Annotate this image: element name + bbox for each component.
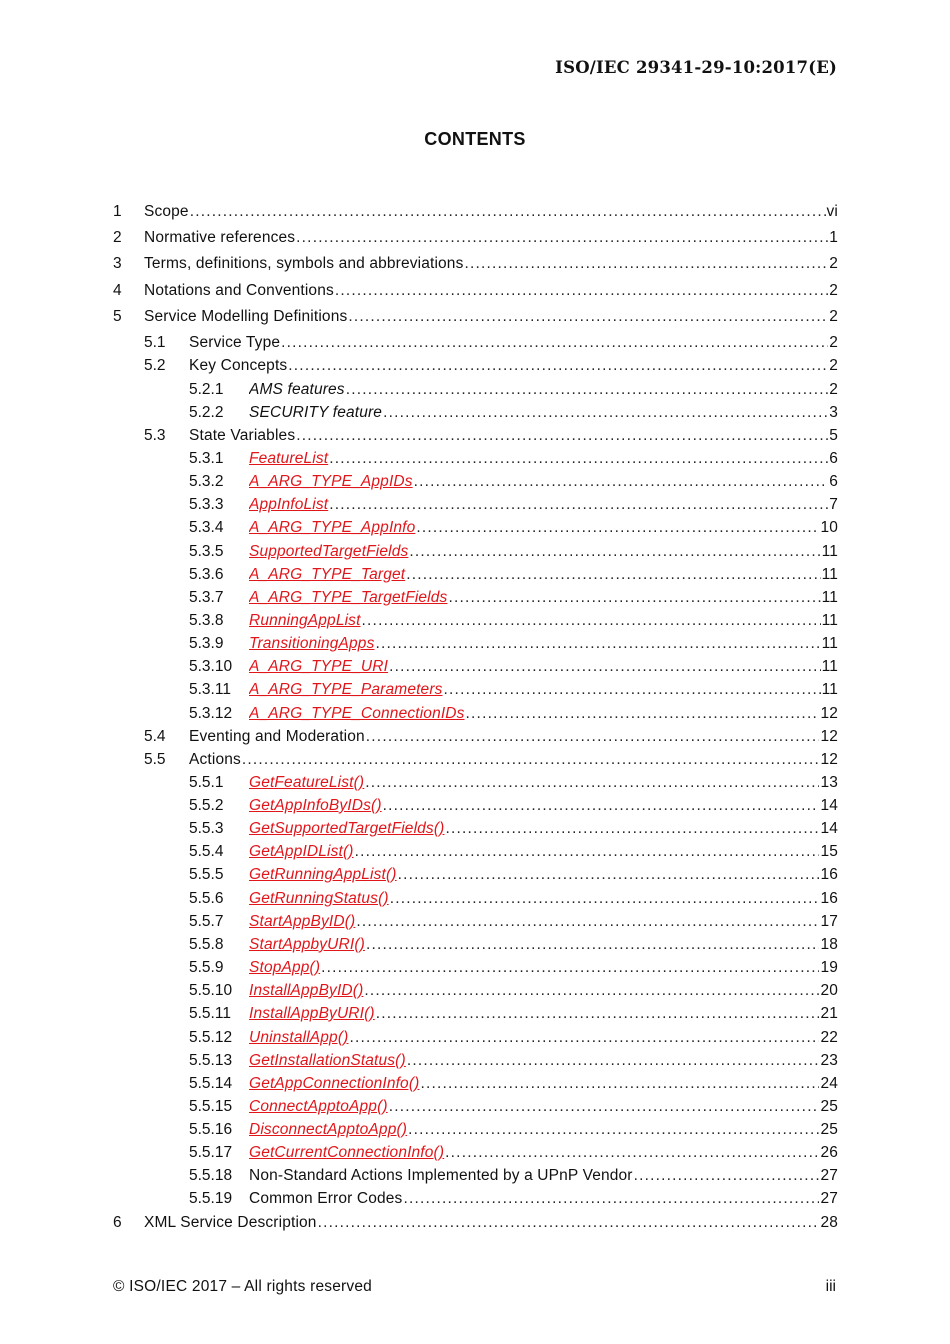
toc-page-number: 17 — [820, 913, 838, 930]
toc-row[interactable] — [0, 472, 950, 492]
toc-page-number: 12 — [820, 728, 838, 745]
toc-section-number: 5.2 — [144, 357, 166, 374]
toc-row[interactable] — [0, 518, 950, 538]
toc-row[interactable] — [0, 1004, 950, 1024]
toc-leader-dots — [407, 1051, 820, 1071]
toc-title: Notations and Conventions — [144, 282, 334, 299]
toc-row[interactable] — [0, 1028, 950, 1048]
toc-row[interactable] — [0, 773, 950, 793]
toc-section-number: 3 — [113, 255, 122, 272]
toc-title: State Variables — [189, 427, 296, 444]
toc-leader-dots — [408, 1120, 819, 1140]
toc-leader-dots — [464, 254, 828, 274]
toc-row[interactable] — [0, 1074, 950, 1094]
toc-entry — [144, 307, 838, 327]
toc-title: Terms, definitions, symbols and abbreviations — [144, 255, 464, 272]
toc-page-number: 28 — [820, 1214, 838, 1231]
toc-leader-dots — [296, 228, 828, 248]
toc-leader-dots — [296, 426, 828, 446]
toc-section-number: 5.3.11 — [189, 681, 231, 698]
document-id: ISO/IEC 29341-29-10:2017(E) — [555, 58, 837, 77]
toc-page-number: 18 — [820, 936, 838, 953]
toc-row — [0, 727, 950, 747]
toc-entry — [249, 912, 838, 932]
toc-title: Non-Standard Actions Implemented by a UPnP Vendor — [249, 1167, 633, 1184]
toc-page-number: 14 — [820, 797, 838, 814]
toc-row — [0, 254, 950, 274]
toc-section-number: 5.5.9 — [189, 959, 224, 976]
toc-row — [0, 1213, 950, 1233]
toc-entry — [249, 819, 838, 839]
toc-title-link[interactable]: RunningAppList — [249, 612, 361, 629]
toc-section-number: 5.5.2 — [189, 797, 224, 814]
toc-title: AMS features — [249, 381, 345, 398]
toc-row — [0, 356, 950, 376]
toc-page-number: 11 — [821, 566, 838, 583]
toc-entry — [249, 935, 838, 955]
toc-title: Actions — [189, 751, 241, 768]
toc-leader-dots — [242, 750, 820, 770]
toc-page-number: 25 — [820, 1121, 838, 1138]
toc-entry — [249, 1189, 838, 1209]
toc-entry — [249, 634, 838, 654]
toc-leader-dots — [362, 611, 821, 631]
toc-title-link[interactable]: GetAppIDList() — [249, 843, 354, 860]
toc-row — [0, 202, 950, 222]
toc-section-number: 5.3.5 — [189, 543, 224, 560]
toc-section-number: 5.5.3 — [189, 820, 224, 837]
toc-row[interactable] — [0, 588, 950, 608]
toc-leader-dots — [389, 1097, 820, 1117]
toc-leader-dots — [346, 380, 829, 400]
toc-entry — [249, 565, 838, 585]
toc-leader-dots — [355, 842, 820, 862]
toc-row[interactable] — [0, 680, 950, 700]
toc-leader-dots — [634, 1166, 820, 1186]
toc-leader-dots — [321, 958, 819, 978]
toc-section-number: 5.5.8 — [189, 936, 224, 953]
toc-entry — [249, 842, 838, 862]
toc-section-number: 4 — [113, 282, 122, 299]
toc-title: Eventing and Moderation — [189, 728, 365, 745]
toc-entry — [249, 1143, 838, 1163]
toc-section-number: 5.5.16 — [189, 1121, 233, 1138]
toc-title-link[interactable]: GetAppInfoByIDs() — [249, 797, 382, 814]
toc-row[interactable] — [0, 865, 950, 885]
toc-entry — [249, 680, 838, 700]
toc-title-link[interactable]: A_ARG_TYPE_URI — [249, 658, 389, 675]
toc-section-number: 2 — [113, 229, 122, 246]
toc-entry — [249, 889, 838, 909]
toc-title: Common Error Codes — [249, 1190, 403, 1207]
toc-page-number: 23 — [820, 1052, 838, 1069]
toc-entry — [249, 542, 838, 562]
toc-title-link[interactable]: StartAppByID() — [249, 913, 356, 930]
toc-row[interactable] — [0, 1097, 950, 1117]
toc-title-link[interactable]: GetCurrentConnectionInfo() — [249, 1144, 445, 1161]
toc-page-number: 16 — [820, 890, 838, 907]
toc-title: Normative references — [144, 229, 296, 246]
toc-leader-dots — [375, 634, 820, 654]
toc-section-number: 5.3.8 — [189, 612, 224, 629]
toc-page-number: 13 — [820, 774, 838, 791]
toc-section-number: 5.5.13 — [189, 1052, 233, 1069]
toc-leader-dots — [406, 565, 820, 585]
toc-title-link[interactable]: A_ARG_TYPE_AppIDs — [249, 473, 413, 490]
toc-title: XML Service Description — [144, 1214, 317, 1231]
toc-row — [0, 333, 950, 353]
toc-section-number: 5.3.6 — [189, 566, 224, 583]
toc-section-number: 5.3.2 — [189, 473, 224, 490]
toc-section-number: 5.3.1 — [189, 450, 224, 467]
toc-entry — [144, 281, 838, 301]
toc-row[interactable] — [0, 542, 950, 562]
toc-row[interactable] — [0, 657, 950, 677]
toc-row[interactable] — [0, 819, 950, 839]
toc-page-number: 19 — [820, 959, 838, 976]
toc-row — [0, 426, 950, 446]
toc-title-link[interactable]: ConnectApptoApp() — [249, 1098, 388, 1115]
toc-leader-dots — [445, 1143, 819, 1163]
toc-page-number: vi — [826, 203, 838, 220]
toc-entry — [189, 356, 838, 376]
toc-title-link[interactable]: StopApp() — [249, 959, 321, 976]
toc-leader-dots — [364, 981, 819, 1001]
toc-title-link[interactable]: GetRunningAppList() — [249, 866, 397, 883]
toc-leader-dots — [403, 1189, 819, 1209]
copyright-footer: © ISO/IEC 2017 – All rights reserved — [113, 1278, 372, 1295]
toc-entry — [249, 865, 838, 885]
toc-page-number: 5 — [829, 427, 838, 444]
toc-entry — [144, 1213, 838, 1233]
toc-page-number: 2 — [829, 357, 838, 374]
toc-section-number: 5.3 — [144, 427, 166, 444]
toc-entry — [249, 495, 838, 515]
toc-section-number: 6 — [113, 1214, 122, 1231]
toc-page-number: 6 — [829, 473, 838, 490]
toc-title: Scope — [144, 203, 189, 220]
toc-leader-dots — [420, 1074, 819, 1094]
toc-title-link[interactable]: A_ARG_TYPE_AppInfo — [249, 519, 416, 536]
page-number: iii — [825, 1278, 836, 1295]
toc-leader-dots — [348, 307, 828, 327]
toc-leader-dots — [383, 403, 828, 423]
toc-row[interactable] — [0, 1051, 950, 1071]
toc-row[interactable] — [0, 704, 950, 724]
toc-entry — [249, 1166, 838, 1186]
toc-entry — [249, 1028, 838, 1048]
toc-leader-dots — [356, 912, 819, 932]
toc-entry — [249, 380, 838, 400]
toc-entry — [249, 958, 838, 978]
toc-leader-dots — [376, 1004, 820, 1024]
toc-entry — [189, 333, 838, 353]
toc-page-number: 3 — [829, 404, 838, 421]
toc-entry — [249, 449, 838, 469]
toc-row[interactable] — [0, 981, 950, 1001]
toc-page-number: 2 — [829, 334, 838, 351]
toc-leader-dots — [416, 518, 819, 538]
toc-row[interactable] — [0, 912, 950, 932]
toc-page-number: 2 — [829, 308, 838, 325]
toc-section-number: 5.3.4 — [189, 519, 224, 536]
toc-leader-dots — [414, 472, 829, 492]
toc-page-number: 27 — [820, 1167, 838, 1184]
toc-row — [0, 228, 950, 248]
toc-leader-dots — [366, 727, 820, 747]
toc-entry — [249, 796, 838, 816]
toc-row — [0, 307, 950, 327]
toc-page-number: 11 — [821, 681, 838, 698]
toc-leader-dots — [335, 281, 828, 301]
toc-section-number: 5.5.11 — [189, 1005, 231, 1022]
toc-leader-dots — [390, 889, 820, 909]
toc-entry — [249, 1051, 838, 1071]
toc-row — [0, 1166, 950, 1186]
toc-section-number: 5.5 — [144, 751, 166, 768]
toc-page-number: 25 — [820, 1098, 838, 1115]
toc-page-number: 2 — [829, 282, 838, 299]
toc-row — [0, 750, 950, 770]
toc-leader-dots — [365, 773, 819, 793]
toc-leader-dots — [444, 680, 821, 700]
toc-page-number: 24 — [820, 1075, 838, 1092]
toc-entry — [249, 403, 838, 423]
toc-entry — [249, 657, 838, 677]
toc-title-link[interactable]: A_ARG_TYPE_Target — [249, 566, 406, 583]
toc-entry — [144, 202, 838, 222]
toc-title-link[interactable]: InstallAppByID() — [249, 982, 364, 999]
toc-entry — [144, 254, 838, 274]
toc-section-number: 5.5.12 — [189, 1029, 233, 1046]
toc-section-number: 5.3.12 — [189, 705, 233, 722]
toc-title: Key Concepts — [189, 357, 288, 374]
toc-leader-dots — [466, 704, 820, 724]
toc-row — [0, 380, 950, 400]
toc-section-number: 5.5.5 — [189, 866, 224, 883]
toc-title-link[interactable]: TransitioningApps — [249, 635, 375, 652]
toc-section-number: 5.5.4 — [189, 843, 224, 860]
toc-leader-dots — [366, 935, 820, 955]
toc-page-number: 11 — [821, 612, 838, 629]
toc-title-link[interactable]: SupportedTargetFields — [249, 543, 409, 560]
toc-entry — [249, 704, 838, 724]
toc-row — [0, 403, 950, 423]
toc-title: Service Modelling Definitions — [144, 308, 348, 325]
toc-section-number: 5.3.9 — [189, 635, 224, 652]
toc-leader-dots — [281, 333, 828, 353]
toc-title-link[interactable]: InstallAppByURI() — [249, 1005, 375, 1022]
toc-page-number: 15 — [820, 843, 838, 860]
toc-page-number: 22 — [820, 1029, 838, 1046]
toc-leader-dots — [383, 796, 820, 816]
toc-entry — [249, 981, 838, 1001]
toc-page-number: 27 — [820, 1190, 838, 1207]
toc-entry — [249, 1120, 838, 1140]
toc-page-number: 6 — [829, 450, 838, 467]
toc-section-number: 5.5.17 — [189, 1144, 233, 1161]
toc-row[interactable] — [0, 449, 950, 469]
toc-section-number: 5.5.7 — [189, 913, 224, 930]
toc-page-number: 1 — [829, 229, 838, 246]
toc-row[interactable] — [0, 889, 950, 909]
toc-section-number: 5.1 — [144, 334, 166, 351]
toc-leader-dots — [448, 588, 820, 608]
toc-title-link[interactable]: GetInstallationStatus() — [249, 1052, 406, 1069]
toc-section-number: 5.2.2 — [189, 404, 224, 421]
toc-leader-dots — [318, 1213, 820, 1233]
toc-entry — [249, 1004, 838, 1024]
toc-row[interactable] — [0, 796, 950, 816]
toc-title: Service Type — [189, 334, 281, 351]
toc-section-number: 5 — [113, 308, 122, 325]
toc-section-number: 5.3.10 — [189, 658, 233, 675]
toc-title-link[interactable]: A_ARG_TYPE_ConnectionIDs — [249, 705, 465, 722]
toc-leader-dots — [409, 542, 820, 562]
toc-section-number: 5.5.15 — [189, 1098, 233, 1115]
page-title: CONTENTS — [424, 129, 526, 149]
toc-page-number: 12 — [820, 705, 838, 722]
toc-page-number: 26 — [820, 1144, 838, 1161]
toc-title-link[interactable]: GetSupportedTargetFields() — [249, 820, 445, 837]
toc-entry — [249, 773, 838, 793]
toc-page-number: 12 — [820, 751, 838, 768]
toc-page-number: 10 — [820, 519, 838, 536]
toc-leader-dots — [190, 202, 826, 222]
toc-title-link[interactable]: UninstallApp() — [249, 1029, 349, 1046]
toc-row — [0, 281, 950, 301]
toc-title-link[interactable]: AppInfoList — [249, 496, 329, 513]
toc-page-number: 16 — [820, 866, 838, 883]
toc-leader-dots — [329, 449, 828, 469]
toc-section-number: 5.4 — [144, 728, 166, 745]
toc-leader-dots — [349, 1028, 819, 1048]
toc-title-link[interactable]: GetFeatureList() — [249, 774, 365, 791]
toc-row[interactable] — [0, 495, 950, 515]
toc-section-number: 5.5.14 — [189, 1075, 233, 1092]
toc-page-number: 2 — [829, 255, 838, 272]
toc-page-number: 11 — [821, 543, 838, 560]
toc-section-number: 5.5.18 — [189, 1167, 233, 1184]
toc-leader-dots — [329, 495, 828, 515]
toc-row[interactable] — [0, 1120, 950, 1140]
toc-entry — [144, 228, 838, 248]
toc-row[interactable] — [0, 935, 950, 955]
toc-title-link[interactable]: GetAppConnectionInfo() — [249, 1075, 420, 1092]
toc-row — [0, 1189, 950, 1209]
toc-entry — [249, 472, 838, 492]
toc-section-number: 5.5.6 — [189, 890, 224, 907]
toc-entry — [249, 588, 838, 608]
toc-leader-dots — [288, 356, 828, 376]
toc-leader-dots — [389, 657, 821, 677]
toc-title-link[interactable]: GetRunningStatus() — [249, 890, 389, 907]
toc-page-number: 21 — [820, 1005, 838, 1022]
toc-section-number: 5.3.7 — [189, 589, 224, 606]
toc-row[interactable] — [0, 611, 950, 631]
toc-page-number: 11 — [821, 635, 838, 652]
toc-page-number: 14 — [820, 820, 838, 837]
toc-section-number: 5.5.1 — [189, 774, 224, 791]
toc-row[interactable] — [0, 842, 950, 862]
toc-entry — [249, 1074, 838, 1094]
toc-row[interactable] — [0, 958, 950, 978]
toc-page-number: 20 — [820, 982, 838, 999]
toc-section-number: 5.3.3 — [189, 496, 224, 513]
toc-page-number: 7 — [829, 496, 838, 513]
toc-section-number: 5.2.1 — [189, 381, 224, 398]
toc-section-number: 5.5.10 — [189, 982, 233, 999]
toc-row[interactable] — [0, 1143, 950, 1163]
toc-section-number: 5.5.19 — [189, 1190, 233, 1207]
toc-entry — [249, 611, 838, 631]
toc-title-link[interactable]: A_ARG_TYPE_Parameters — [249, 681, 443, 698]
toc-page-number: 11 — [821, 658, 838, 675]
toc-page-number: 2 — [829, 381, 838, 398]
toc-title-link[interactable]: DisconnectApptoApp() — [249, 1121, 408, 1138]
toc-leader-dots — [398, 865, 820, 885]
toc-row[interactable] — [0, 634, 950, 654]
toc-page-number: 11 — [821, 589, 838, 606]
toc-title-link[interactable]: StartAppbyURI() — [249, 936, 365, 953]
toc-title: SECURITY feature — [249, 404, 383, 421]
toc-entry — [249, 518, 838, 538]
toc-leader-dots — [445, 819, 819, 839]
toc-entry — [249, 1097, 838, 1117]
toc-entry — [189, 426, 838, 446]
toc-title-link[interactable]: A_ARG_TYPE_TargetFields — [249, 589, 448, 606]
toc-section-number: 1 — [113, 203, 122, 220]
toc-entry — [189, 727, 838, 747]
toc-row[interactable] — [0, 565, 950, 585]
toc-entry — [189, 750, 838, 770]
toc-title-link[interactable]: FeatureList — [249, 450, 329, 467]
